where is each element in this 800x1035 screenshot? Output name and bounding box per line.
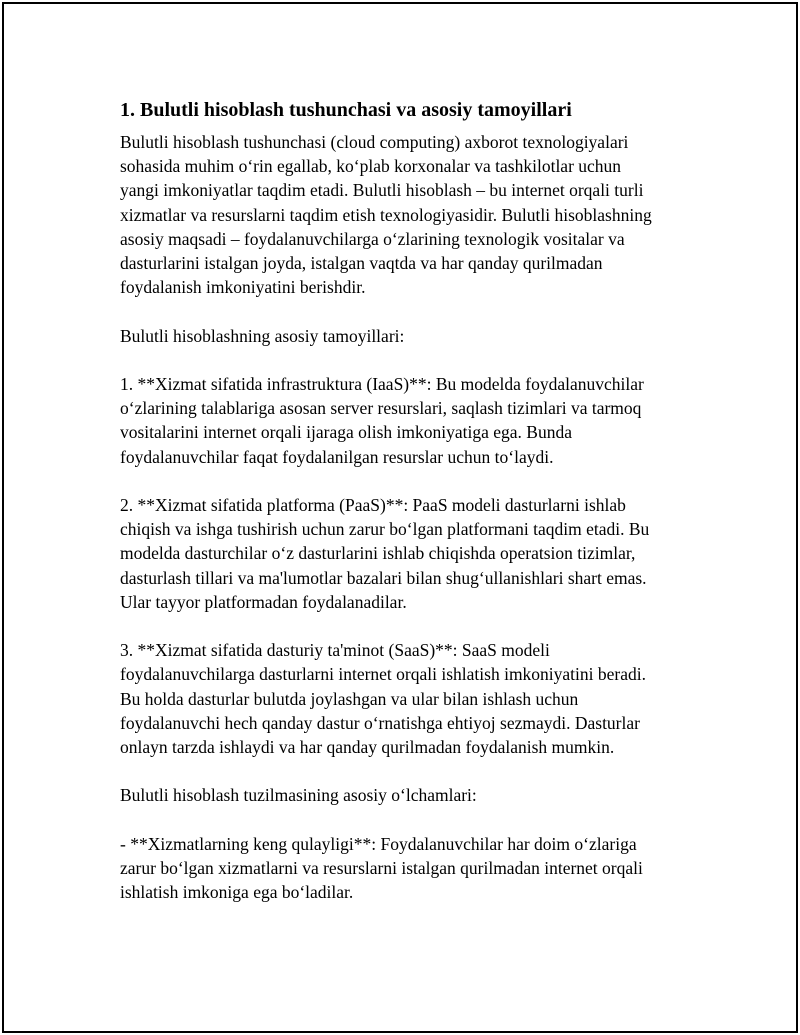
text-line: onlayn tarzda ishlaydi va har qanday qurilmadan foydalanish mumkin. bbox=[120, 737, 615, 758]
paragraph bbox=[120, 324, 700, 348]
text-line: zarur boʻlgan xizmatlarni va resurslarni istalgan qurilmadan internet orqali bbox=[120, 858, 643, 878]
text-line: Bulutli hisoblashning asosiy tamoyillari: bbox=[120, 325, 405, 346]
text-line: Bu holda dasturlar bulutda joylashgan va ular bilan ishlash uchun bbox=[120, 688, 579, 709]
paragraph bbox=[120, 638, 700, 759]
text-line: yangi imkoniyatlar taqdim etadi. Bulutli hisoblash – bu internet orqali turli bbox=[120, 180, 644, 201]
text-line: 2. **Xizmat sifatida platforma (PaaS)**: PaaS modeli dasturlarni ishlab bbox=[120, 495, 626, 515]
paragraph bbox=[120, 493, 700, 614]
document-body bbox=[120, 96, 700, 904]
text-line: Bulutli hisoblash tuzilmasining asosiy oʻlchamlari: bbox=[120, 785, 477, 806]
text-line: foydalanuvchilarga dasturlarni internet orqali ishlatish imkoniyatini beradi. bbox=[120, 664, 646, 685]
section-heading: 1. Bulutli hisoblash tushunchasi va asosiy tamoyillari bbox=[120, 99, 572, 121]
paragraph bbox=[120, 372, 700, 469]
text-line: modelda dasturchilar oʻz dasturlarini ishlab chiqishda operatsion tizimlar, bbox=[120, 543, 636, 564]
text-line: foydalanish imkoniyatini berishdir. bbox=[120, 277, 366, 298]
paragraph bbox=[120, 783, 700, 807]
text-line: oʻzlarining talablariga asosan server resurslari, saqlash tizimlari va tarmoq bbox=[120, 398, 642, 419]
text-line: asosiy maqsadi – foydalanuvchilarga oʻzlarining texnologik vositalar va bbox=[120, 228, 625, 249]
text-line: foydalanuvchilar faqat foydalanilgan resurslar uchun toʻlaydi. bbox=[120, 446, 554, 467]
page-frame bbox=[2, 2, 798, 1033]
text-line: - **Xizmatlarning keng qulayligi**: Foydalanuvchilar har doim oʻzlariga bbox=[120, 833, 637, 854]
text-line: vositalarini internet orqali ijaraga olish imkoniyatiga ega. Bunda bbox=[120, 422, 572, 443]
text-line: dasturlarini istalgan joyda, istalgan vaqtda va har qanday qurilmadan bbox=[120, 253, 603, 274]
text-line: 1. **Xizmat sifatida infrastruktura (IaaS)**: Bu modelda foydalanuvchilar bbox=[120, 374, 644, 394]
text-line: dasturlash tillari va ma'lumotlar bazalari bilan shugʻullanishlari shart emas. bbox=[120, 567, 647, 588]
text-line: Ular tayyor platformadan foydalanadilar. bbox=[120, 591, 407, 612]
paragraph bbox=[120, 130, 700, 299]
text-line: 3. **Xizmat sifatida dasturiy ta'minot (SaaS)**: SaaS modeli bbox=[120, 640, 550, 661]
paragraph bbox=[120, 832, 700, 905]
paragraph-list bbox=[120, 130, 700, 904]
text-line: foydalanuvchi hech qanday dastur oʻrnatishga ehtiyoj sezmaydi. Dasturlar bbox=[120, 712, 640, 733]
text-line: xizmatlar va resurslarni taqdim etish texnologiyasidir. Bulutli hisoblashning bbox=[120, 204, 652, 225]
text-line: ishlatish imkoniga ega boʻladilar. bbox=[120, 882, 354, 903]
text-line: chiqish va ishga tushirish uchun zarur boʻlgan platformani taqdim etadi. Bu bbox=[120, 519, 650, 540]
text-line: Bulutli hisoblash tushunchasi (cloud computing) axborot texnologiyalari bbox=[120, 132, 629, 152]
text-line: sohasida muhim oʻrin egallab, koʻplab korxonalar va tashkilotlar uchun bbox=[120, 156, 622, 177]
